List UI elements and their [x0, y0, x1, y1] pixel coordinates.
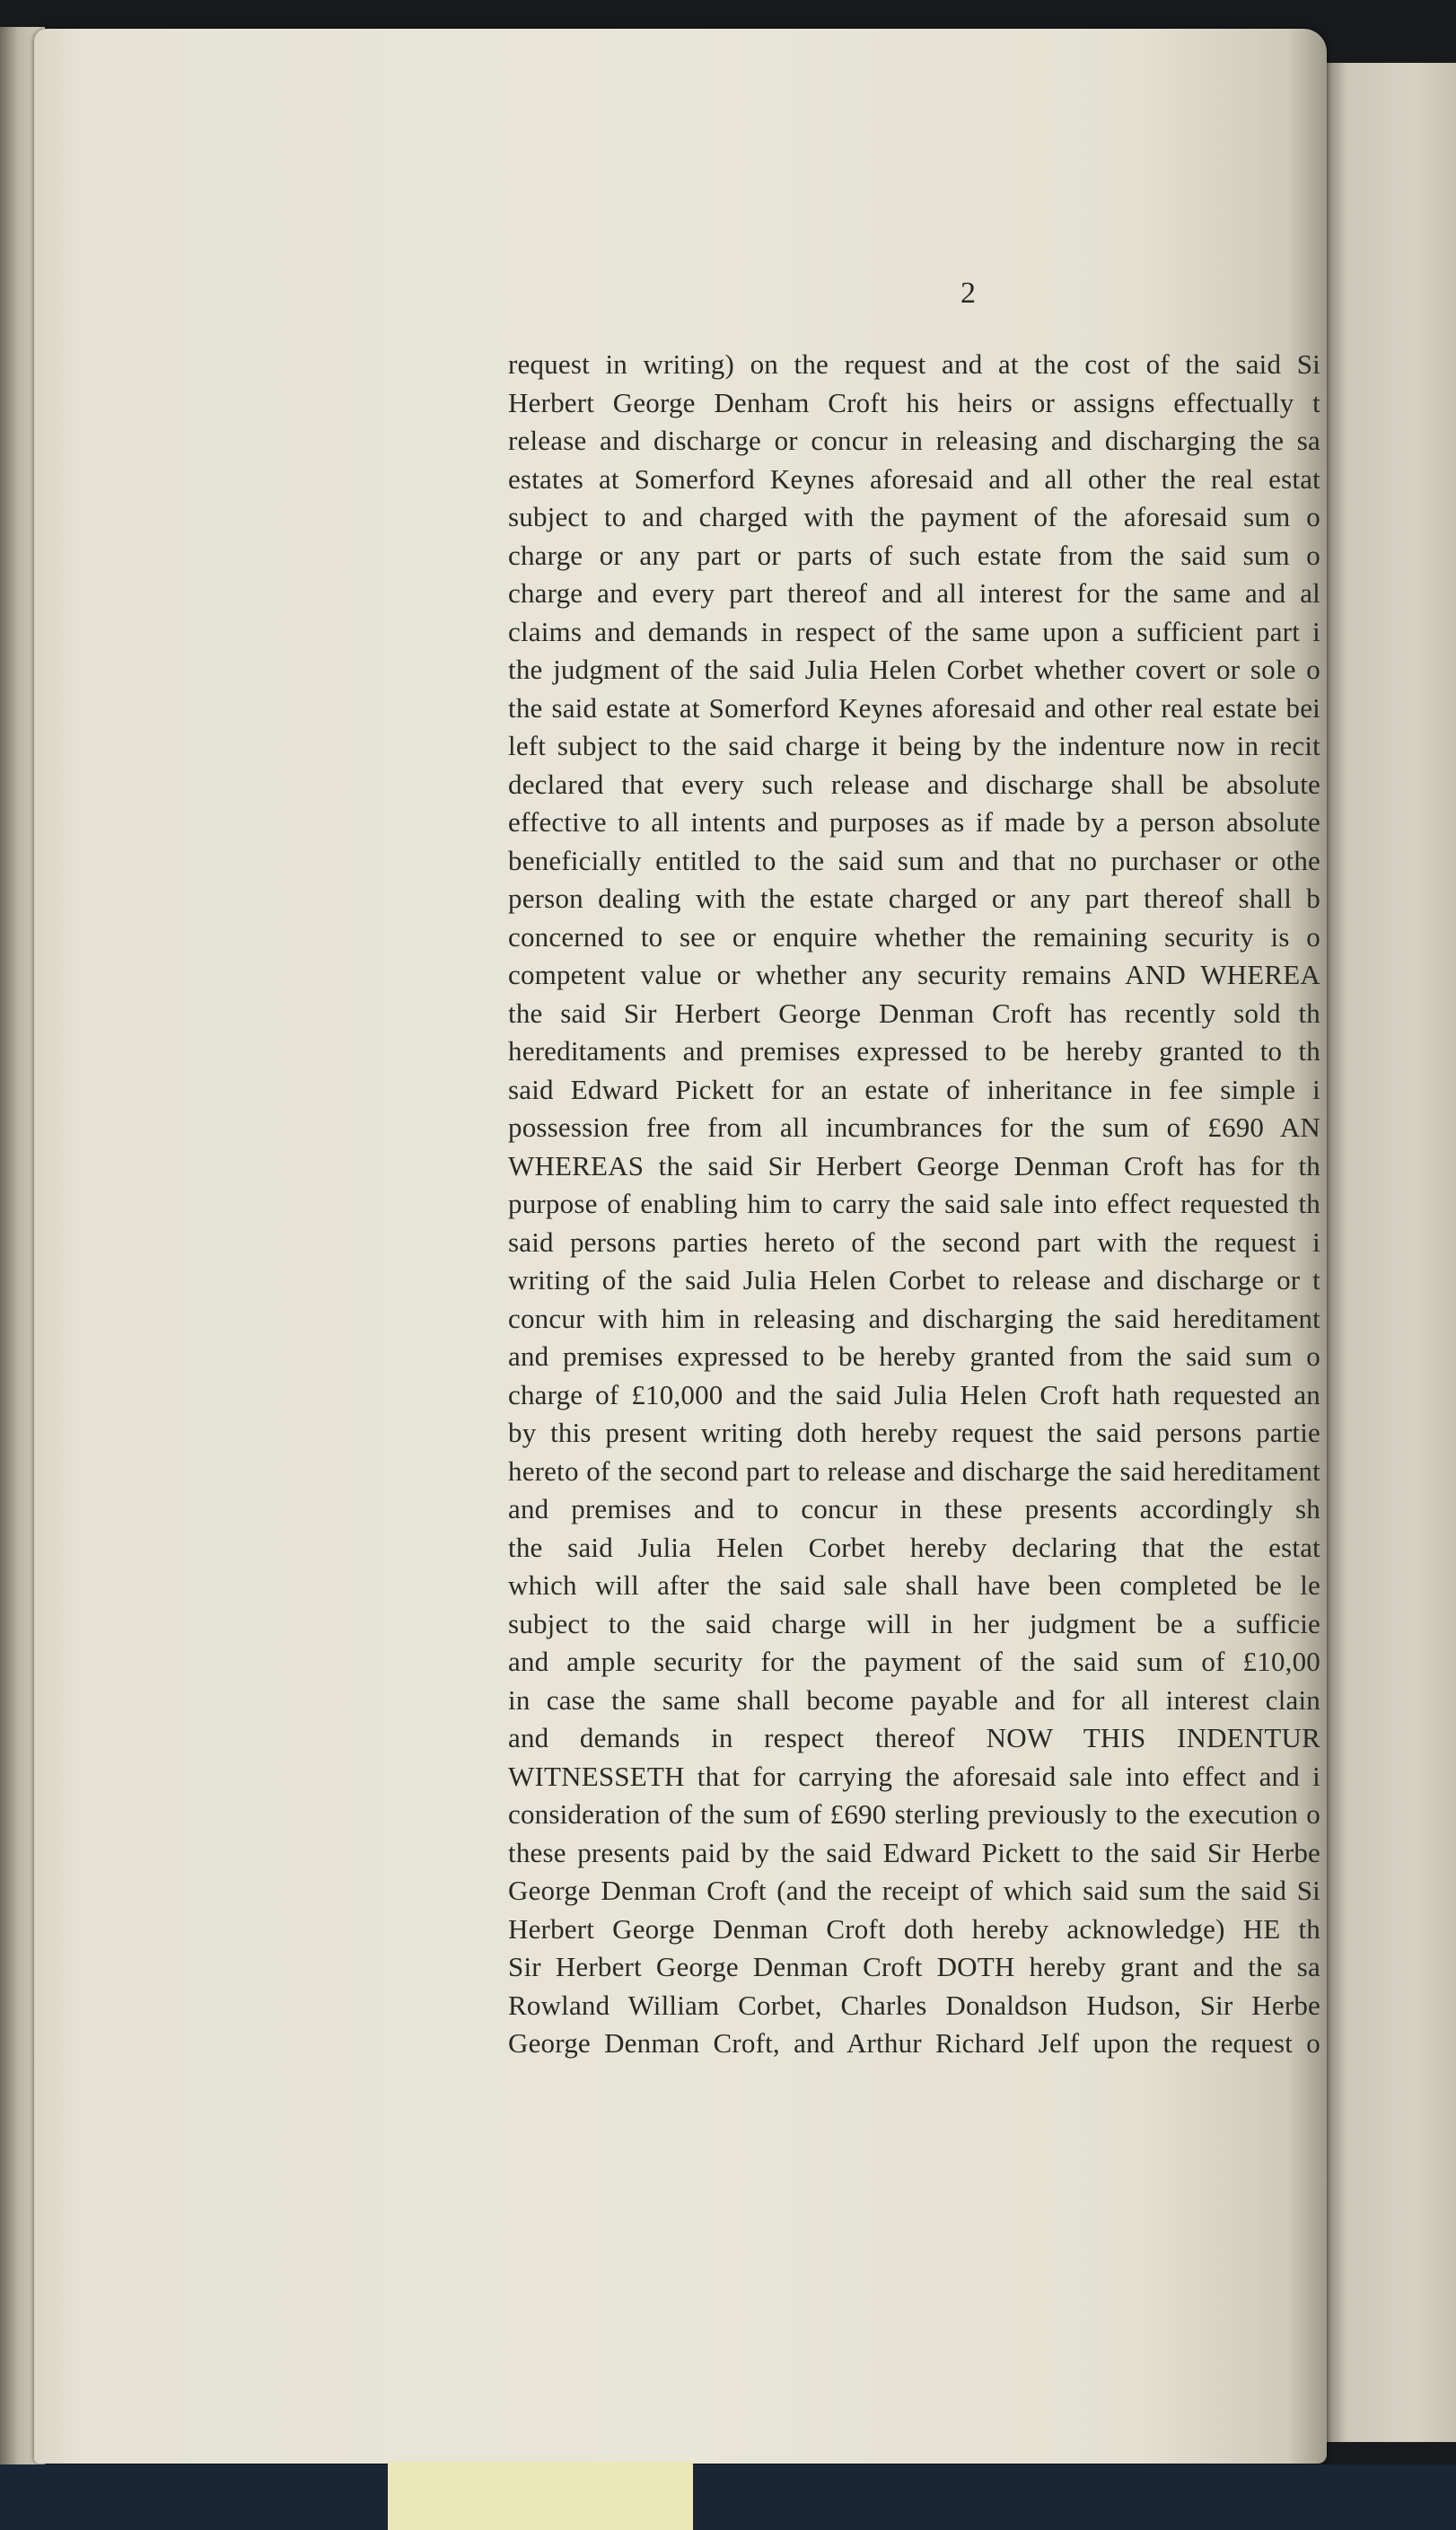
text-line: purpose of enabling him to carry the said sale into effect requested th [508, 1188, 1320, 1219]
text-line: left subject to the said charge it being by the indenture now in recit [508, 730, 1320, 761]
text-line: which will after the said sale shall have been completed be le [508, 1569, 1320, 1601]
text-line: subject to the said charge will in her judgment be a sufficie [508, 1607, 1320, 1639]
text-line: concur with him in releasing and discharging the said hereditament [508, 1302, 1320, 1334]
text-line: hereditaments and premises expressed to be hereby granted to th [508, 1035, 1320, 1067]
text-line: consideration of the sum of £690 sterling previously to the execution o [508, 1798, 1320, 1830]
text-line: and premises expressed to be hereby granted from the said sum o [508, 1340, 1320, 1372]
text-line: said persons parties hereto of the second part with the request i [508, 1225, 1320, 1258]
text-line: in case the same shall become payable and for all interest clain [508, 1683, 1320, 1716]
text-line: Rowland William Corbet, Charles Donaldson Hudson, Sir Herbe [508, 1989, 1320, 2021]
text-line: beneficially entitled to the said sum and that no purchaser or othe [508, 844, 1320, 876]
text-line: charge and every part thereof and all interest for the same and al [508, 577, 1320, 609]
page-number: 2 [960, 277, 976, 310]
text-line: the said estate at Somerford Keynes aforesaid and other real estate bei [508, 691, 1320, 724]
text-line: claims and demands in respect of the same upon a sufficient part i [508, 615, 1320, 647]
text-line: writing of the said Julia Helen Corbet to release and discharge or t [508, 1264, 1320, 1296]
bottom-background [0, 2464, 1456, 2530]
text-line: possession free from all incumbrances for the sum of £690 AN [508, 1111, 1320, 1143]
text-line: effective to all intents and purposes as if made by a person absolute [508, 806, 1320, 838]
text-line: person dealing with the estate charged or any part thereof shall b [508, 883, 1320, 914]
text-line: request in writing) on the request and at the cost of the said Si [508, 348, 1320, 380]
text-line: hereto of the second part to release and discharge the said hereditament [508, 1454, 1320, 1487]
text-line: George Denman Croft (and the receipt of which said sum the said Si [508, 1875, 1320, 1906]
text-line: subject to and charged with the payment of the aforesaid sum o [508, 501, 1320, 532]
text-line: WHEREAS the said Sir Herbert George Denman Croft has for th [508, 1149, 1320, 1182]
text-line: Herbert George Denman Croft doth hereby acknowledge) HE th [508, 1912, 1320, 1945]
text-line: the said Sir Herbert George Denman Croft has recently sold th [508, 997, 1320, 1029]
text-line: said Edward Pickett for an estate of inheritance in fee simple i [508, 1073, 1320, 1105]
text-line: WITNESSETH that for carrying the aforesaid sale into effect and i [508, 1760, 1320, 1792]
text-line: the judgment of the said Julia Helen Corbet whether covert or sole o [508, 654, 1320, 685]
text-line: competent value or whether any security remains AND WHEREA [508, 959, 1320, 990]
text-line: charge of £10,000 and the said Julia Helen Croft hath requested an [508, 1378, 1320, 1410]
text-line: George Denman Croft, and Arthur Richard Jelf upon the request o [508, 2027, 1320, 2059]
text-line: Sir Herbert George Denman Croft DOTH hereby grant and the sa [508, 1951, 1320, 1982]
text-line: by this present writing doth hereby request the said persons partie [508, 1417, 1320, 1448]
text-line: charge or any part or parts of such estate from the said sum o [508, 539, 1320, 571]
adjacent-page [1320, 63, 1456, 2442]
text-line: declared that every such release and discharge shall be absolute [508, 768, 1320, 800]
text-line: Herbert George Denham Croft his heirs or assigns effectually t [508, 386, 1320, 418]
text-line: release and discharge or concur in releasing and discharging the sa [508, 425, 1320, 456]
text-line: these presents paid by the said Edward Pickett to the said Sir Herbe [508, 1836, 1320, 1868]
text-line: estates at Somerford Keynes aforesaid and all other the real estat [508, 462, 1320, 495]
text-line: and demands in respect thereof NOW THIS INDENTUR [508, 1722, 1320, 1753]
text-line: and premises and to concur in these presents accordingly sh [508, 1493, 1320, 1524]
text-line: the said Julia Helen Corbet hereby declaring that the estat [508, 1531, 1320, 1563]
body-text [508, 346, 1320, 2063]
paper-tab [388, 2462, 693, 2530]
text-line: concerned to see or enquire whether the remaining security is o [508, 920, 1320, 953]
text-line: and ample security for the payment of the said sum of £10,00 [508, 1646, 1320, 1677]
